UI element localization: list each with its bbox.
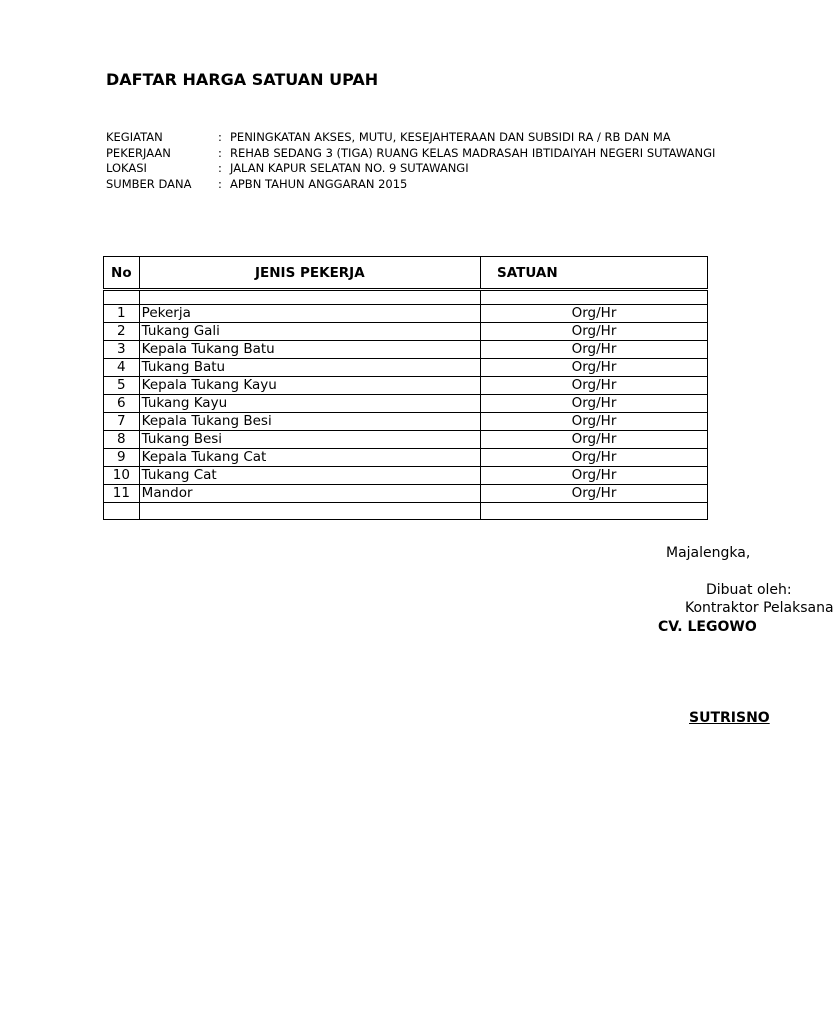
wage-table (103, 256, 708, 520)
row-satuan: Org/Hr (481, 449, 708, 467)
info-label: KEGIATAN (106, 130, 163, 144)
table-spacer-row (104, 290, 708, 305)
row-no: 11 (104, 485, 140, 503)
row-satuan: Org/Hr (481, 485, 708, 503)
header-satuan: SATUAN (481, 257, 708, 290)
row-satuan: Org/Hr (481, 323, 708, 341)
row-no: 9 (104, 449, 140, 467)
row-no: 7 (104, 413, 140, 431)
row-jenis: Mandor (139, 485, 480, 503)
info-colon: : (218, 161, 222, 175)
row-no: 1 (104, 305, 140, 323)
info-colon: : (218, 145, 222, 160)
row-no: 6 (104, 395, 140, 413)
row-jenis: Kepala Tukang Kayu (139, 377, 480, 395)
row-no: 2 (104, 323, 140, 341)
page-title: DAFTAR HARGA SATUAN UPAH (106, 70, 379, 89)
info-value: JALAN KAPUR SELATAN NO. 9 SUTAWANGI (230, 161, 469, 175)
table-row (104, 377, 708, 395)
row-satuan: Org/Hr (481, 341, 708, 359)
table-row (104, 449, 708, 467)
row-jenis: Tukang Batu (139, 359, 480, 377)
row-satuan: Org/Hr (481, 467, 708, 485)
empty-cell (481, 290, 708, 305)
signature-company: CV. LEGOWO (658, 619, 757, 635)
info-value: REHAB SEDANG 3 (TIGA) RUANG KELAS MADRASAH IBTIDAIYAH NEGERI SUTAWANGI (230, 145, 716, 160)
table-row (104, 485, 708, 503)
header-jenis-pekerja: JENIS PEKERJA (139, 257, 480, 290)
row-jenis: Tukang Kayu (139, 395, 480, 413)
row-jenis: Kepala Tukang Cat (139, 449, 480, 467)
row-no: 10 (104, 467, 140, 485)
row-satuan: Org/Hr (481, 377, 708, 395)
info-label: LOKASI (106, 161, 147, 175)
row-satuan: Org/Hr (481, 431, 708, 449)
info-colon: : (218, 176, 222, 191)
info-value: APBN TAHUN ANGGARAN 2015 (230, 176, 408, 191)
signature-place: Majalengka, (666, 545, 751, 561)
empty-cell (481, 503, 708, 520)
empty-cell (139, 503, 480, 520)
row-jenis: Pekerja (139, 305, 480, 323)
table-row (104, 341, 708, 359)
info-label: PEKERJAAN (106, 145, 171, 160)
row-satuan: Org/Hr (481, 413, 708, 431)
table-row (104, 467, 708, 485)
table-row (104, 359, 708, 377)
header-no: No (104, 257, 140, 290)
empty-cell (139, 290, 480, 305)
signature-role: Kontraktor Pelaksana (685, 600, 834, 616)
empty-cell (104, 503, 140, 520)
empty-cell (104, 290, 140, 305)
row-no: 3 (104, 341, 140, 359)
row-no: 4 (104, 359, 140, 377)
table-row (104, 323, 708, 341)
info-label: SUMBER DANA (106, 176, 192, 191)
table-row (104, 395, 708, 413)
table-row (104, 413, 708, 431)
table-row (104, 305, 708, 323)
signature-name: SUTRISNO (689, 710, 770, 726)
row-jenis: Kepala Tukang Besi (139, 413, 480, 431)
info-colon: : (218, 130, 222, 144)
signature-made-by: Dibuat oleh: (706, 582, 792, 598)
row-satuan: Org/Hr (481, 395, 708, 413)
row-jenis: Kepala Tukang Batu (139, 341, 480, 359)
row-jenis: Tukang Cat (139, 467, 480, 485)
info-value: PENINGKATAN AKSES, MUTU, KESEJAHTERAAN DAN SUBSIDI RA / RB DAN MA (230, 130, 671, 144)
row-satuan: Org/Hr (481, 359, 708, 377)
row-no: 8 (104, 431, 140, 449)
row-no: 5 (104, 377, 140, 395)
table-row (104, 431, 708, 449)
row-jenis: Tukang Gali (139, 323, 480, 341)
table-header-row (104, 257, 708, 290)
row-jenis: Tukang Besi (139, 431, 480, 449)
table-end-row (104, 503, 708, 520)
row-satuan: Org/Hr (481, 305, 708, 323)
